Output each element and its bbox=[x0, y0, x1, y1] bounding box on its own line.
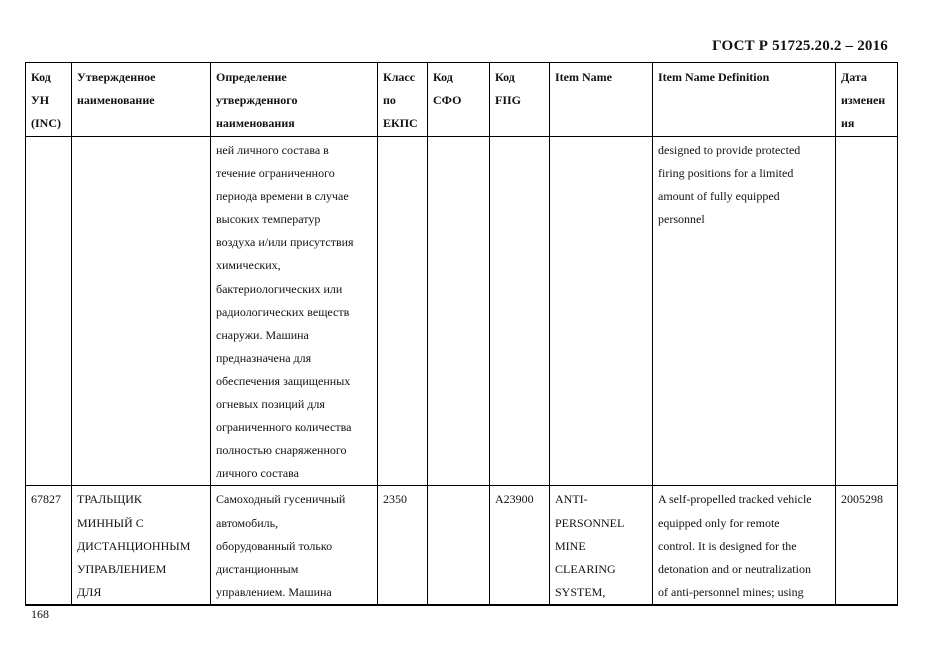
cell-text-line: бактериологических или bbox=[216, 281, 343, 296]
cell-text-line: ия bbox=[841, 116, 855, 131]
cell-text-line: снаружи. Машина bbox=[216, 327, 309, 342]
table-row bbox=[26, 137, 898, 486]
cell-text-line: наименования bbox=[216, 116, 295, 131]
cell-text-line: Код bbox=[31, 70, 51, 84]
cell-text-line: полностью снаряженного bbox=[216, 443, 347, 458]
cell-text-line: наименование bbox=[77, 93, 155, 108]
cell-approved-name bbox=[72, 486, 211, 605]
cell-sfo bbox=[428, 486, 490, 605]
cell-text-line: изменен bbox=[841, 93, 886, 108]
cell-text-line: Item Name Definition bbox=[658, 70, 770, 84]
header-item-name bbox=[550, 63, 653, 137]
cell-text-line: управлением. Машина bbox=[216, 584, 332, 599]
cell-text-line: designed to provide protected bbox=[658, 143, 801, 157]
cell-definition bbox=[211, 137, 378, 486]
cell-item-name bbox=[550, 137, 653, 486]
cell-text-line: личного состава bbox=[216, 466, 299, 481]
cell-text-line: ANTI- bbox=[555, 492, 588, 507]
page-number: 168 bbox=[31, 607, 49, 621]
cell-text-line: A23900 bbox=[495, 492, 534, 507]
cell-text-line: detonation and or neutralization bbox=[658, 561, 811, 576]
header-approved-name bbox=[72, 63, 211, 137]
cell-text-line: ДЛЯ bbox=[77, 584, 102, 599]
cell-text-line: ЕКПС bbox=[383, 116, 418, 131]
cell-text-line: дистанционным bbox=[216, 561, 299, 576]
cell-text-line: периода времени в случае bbox=[216, 189, 349, 204]
cell-text-line: Код bbox=[495, 70, 515, 84]
cell-text-line: CLEARING bbox=[555, 561, 616, 576]
cell-text-line: of anti-personnel mines; using bbox=[658, 584, 804, 599]
cell-class bbox=[378, 137, 428, 486]
cell-text-line: автомобиль, bbox=[216, 515, 279, 530]
cell-change-date bbox=[836, 137, 898, 486]
table-row bbox=[26, 486, 898, 605]
cell-fiig bbox=[490, 486, 550, 605]
cell-text-line: Код bbox=[433, 70, 453, 84]
cell-item-definition bbox=[653, 137, 836, 486]
cell-text-line: Дата bbox=[841, 70, 867, 84]
table-header-row bbox=[26, 63, 898, 137]
cell-text-line: воздуха и/или присутствия bbox=[216, 235, 354, 250]
cell-text-line: СФО bbox=[433, 93, 462, 108]
cell-text-line: PERSONNEL bbox=[555, 515, 625, 530]
cell-text-line: радиологических веществ bbox=[216, 304, 350, 319]
cell-text-line: предназначена для bbox=[216, 350, 312, 365]
cell-text-line: по bbox=[383, 93, 396, 108]
header-definition bbox=[211, 63, 378, 137]
cell-text-line: SYSTEM, bbox=[555, 584, 606, 599]
cell-change-date bbox=[836, 486, 898, 605]
cell-class bbox=[378, 486, 428, 605]
cell-text-line: ДИСТАНЦИОННЫМ bbox=[77, 538, 191, 553]
cell-text-line: equipped only for remote bbox=[658, 515, 780, 530]
cell-text-line: firing positions for a limited bbox=[658, 166, 794, 181]
cell-text-line: ограниченного количества bbox=[216, 420, 352, 435]
cell-approved-name bbox=[72, 137, 211, 486]
cell-text-line: 67827 bbox=[31, 492, 61, 507]
document-title: ГОСТ Р 51725.20.2 – 2016 bbox=[712, 38, 888, 54]
cell-definition bbox=[211, 486, 378, 605]
cell-text-line: УПРАВЛЕНИЕМ bbox=[77, 561, 167, 576]
header-sfo bbox=[428, 63, 490, 137]
cell-text-line: обеспечения защищенных bbox=[216, 373, 351, 388]
cell-fiig bbox=[490, 137, 550, 486]
cell-text-line: A self-propelled tracked vehicle bbox=[658, 492, 812, 507]
cell-text-line: огневых позиций для bbox=[216, 397, 325, 412]
header-item-definition bbox=[653, 63, 836, 137]
cell-text-line: УН bbox=[31, 93, 50, 108]
cell-text-line: (INC) bbox=[31, 116, 61, 131]
cell-text-line: Определение bbox=[216, 70, 287, 84]
cell-text-line: FIIG bbox=[495, 93, 522, 108]
header-inc bbox=[26, 63, 72, 137]
cell-text-line: химических, bbox=[216, 258, 281, 273]
cell-text-line: Item Name bbox=[555, 70, 612, 84]
cell-item-name bbox=[550, 486, 653, 605]
cell-text-line: personnel bbox=[658, 212, 705, 227]
header-fiig bbox=[490, 63, 550, 137]
cell-text-line: течение ограниченного bbox=[216, 166, 335, 181]
cell-text-line: 2350 bbox=[383, 492, 407, 507]
cell-text-line: Утвержденное bbox=[77, 70, 156, 84]
cell-text-line: МИННЫЙ С bbox=[77, 515, 144, 530]
cell-text-line: Самоходный гусеничный bbox=[216, 492, 346, 507]
nomenclature-table bbox=[25, 62, 898, 606]
cell-text-line: control. It is designed for the bbox=[658, 538, 797, 553]
cell-inc bbox=[26, 137, 72, 486]
cell-text-line: amount of fully equipped bbox=[658, 189, 780, 204]
cell-inc bbox=[26, 486, 72, 605]
header-class bbox=[378, 63, 428, 137]
cell-text-line: ней личного состава в bbox=[216, 143, 329, 157]
cell-text-line: Класс bbox=[383, 70, 416, 84]
cell-item-definition bbox=[653, 486, 836, 605]
header-change-date bbox=[836, 63, 898, 137]
cell-text-line: утвержденного bbox=[216, 93, 298, 108]
cell-text-line: ТРАЛЬЩИК bbox=[77, 492, 142, 507]
cell-text-line: 2005298 bbox=[841, 492, 883, 507]
cell-text-line: высоких температур bbox=[216, 212, 321, 227]
cell-sfo bbox=[428, 137, 490, 486]
cell-text-line: оборудованный только bbox=[216, 538, 333, 553]
cell-text-line: MINE bbox=[555, 538, 586, 553]
